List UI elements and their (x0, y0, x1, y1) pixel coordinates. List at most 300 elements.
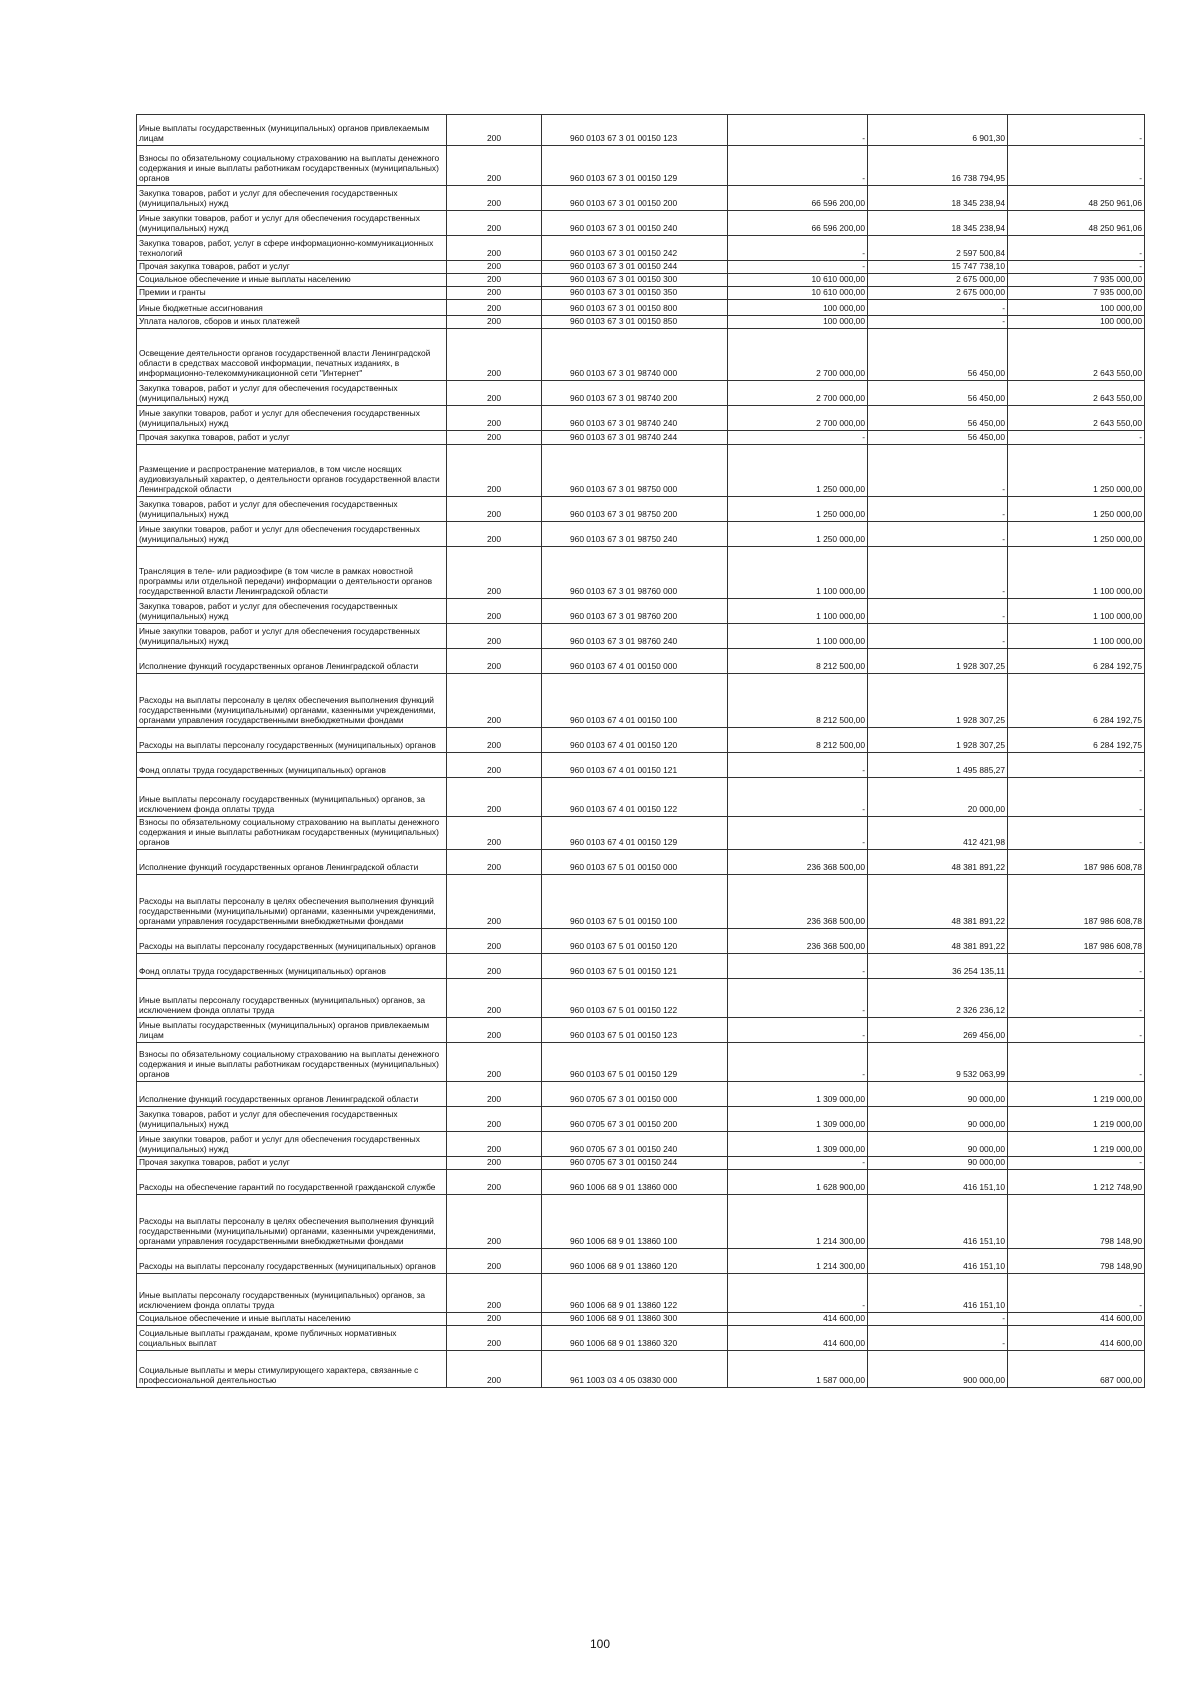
row-line-code: 200 (447, 1156, 542, 1169)
row-executed-amount: 1 928 307,25 (868, 728, 1008, 753)
row-line-code: 200 (447, 674, 542, 728)
row-line-code: 200 (447, 649, 542, 674)
row-line-code: 200 (447, 497, 542, 522)
row-executed-amount: 2 675 000,00 (868, 274, 1008, 287)
row-approved-amount: 10 610 000,00 (728, 274, 868, 287)
row-unexecuted-amount: 1 219 000,00 (1008, 1081, 1145, 1106)
row-approved-amount: - (728, 1273, 868, 1312)
row-name: Иные закупки товаров, работ и услуг для обеспечения государственных (муниципальных) нужд (137, 522, 447, 547)
row-budget-code: 960 0103 67 5 01 00150 120 (542, 928, 728, 953)
row-line-code: 200 (447, 1131, 542, 1156)
row-approved-amount: - (728, 261, 868, 274)
table-row (137, 1350, 1145, 1387)
row-approved-amount: 1 309 000,00 (728, 1131, 868, 1156)
row-budget-code: 960 0103 67 3 01 98750 000 (542, 445, 728, 497)
row-executed-amount: 16 738 794,95 (868, 146, 1008, 186)
row-executed-amount: 36 254 135,11 (868, 953, 1008, 978)
row-unexecuted-amount: - (1008, 115, 1145, 146)
row-approved-amount: 8 212 500,00 (728, 728, 868, 753)
row-approved-amount: - (728, 953, 868, 978)
row-unexecuted-amount: - (1008, 1156, 1145, 1169)
row-unexecuted-amount: 100 000,00 (1008, 316, 1145, 329)
row-name: Закупка товаров, работ и услуг для обеспечения государственных (муниципальных) нужд (137, 599, 447, 624)
row-name: Взносы по обязательному социальному страхованию на выплаты денежного содержания и иные выплаты работникам государственных (муниципальных) органов (137, 1042, 447, 1081)
row-executed-amount: 18 345 238,94 (868, 186, 1008, 211)
table-row (137, 316, 1145, 329)
row-line-code: 200 (447, 728, 542, 753)
row-approved-amount: 66 596 200,00 (728, 211, 868, 236)
row-budget-code: 960 0103 67 3 01 98740 200 (542, 381, 728, 406)
row-executed-amount: 1 495 885,27 (868, 753, 1008, 778)
row-approved-amount: - (728, 146, 868, 186)
row-line-code: 200 (447, 1194, 542, 1248)
table-row (137, 1131, 1145, 1156)
row-executed-amount: 269 456,00 (868, 1017, 1008, 1042)
row-approved-amount: - (728, 236, 868, 261)
row-budget-code: 960 0103 67 3 01 00150 240 (542, 211, 728, 236)
row-executed-amount: 2 597 500,84 (868, 236, 1008, 261)
row-executed-amount: 48 381 891,22 (868, 928, 1008, 953)
row-line-code: 200 (447, 522, 542, 547)
row-line-code: 200 (447, 1350, 542, 1387)
row-line-code: 200 (447, 849, 542, 874)
row-budget-code: 960 0705 67 3 01 00150 244 (542, 1156, 728, 1169)
table-row (137, 674, 1145, 728)
row-executed-amount: 6 901,30 (868, 115, 1008, 146)
row-budget-code: 961 1003 03 4 05 03830 000 (542, 1350, 728, 1387)
row-approved-amount: 66 596 200,00 (728, 186, 868, 211)
row-unexecuted-amount: 187 986 608,78 (1008, 874, 1145, 928)
row-unexecuted-amount: 187 986 608,78 (1008, 928, 1145, 953)
table-row (137, 274, 1145, 287)
row-name: Иные выплаты государственных (муниципальных) органов привлекаемым лицам (137, 115, 447, 146)
table-row (137, 928, 1145, 953)
row-executed-amount: - (868, 445, 1008, 497)
row-executed-amount: 416 151,10 (868, 1194, 1008, 1248)
table-row (137, 728, 1145, 753)
row-line-code: 200 (447, 211, 542, 236)
table-row (137, 599, 1145, 624)
row-approved-amount: - (728, 1017, 868, 1042)
row-line-code: 200 (447, 778, 542, 817)
row-executed-amount: 2 326 236,12 (868, 978, 1008, 1017)
row-approved-amount: 1 309 000,00 (728, 1106, 868, 1131)
row-executed-amount: 412 421,98 (868, 817, 1008, 850)
row-budget-code: 960 0103 67 4 01 00150 121 (542, 753, 728, 778)
row-unexecuted-amount: 6 284 192,75 (1008, 649, 1145, 674)
row-name: Закупка товаров, работ и услуг для обеспечения государственных (муниципальных) нужд (137, 1106, 447, 1131)
row-unexecuted-amount: 1 100 000,00 (1008, 599, 1145, 624)
table-row (137, 1106, 1145, 1131)
row-approved-amount: - (728, 115, 868, 146)
row-line-code: 200 (447, 445, 542, 497)
row-line-code: 200 (447, 406, 542, 431)
row-unexecuted-amount: 48 250 961,06 (1008, 211, 1145, 236)
row-budget-code: 960 0103 67 3 01 98760 200 (542, 599, 728, 624)
table-row (137, 186, 1145, 211)
row-executed-amount: - (868, 300, 1008, 316)
row-line-code: 200 (447, 1325, 542, 1350)
row-approved-amount: 1 214 300,00 (728, 1248, 868, 1273)
row-budget-code: 960 0103 67 3 01 98740 240 (542, 406, 728, 431)
table-row (137, 817, 1145, 850)
row-executed-amount: 48 381 891,22 (868, 874, 1008, 928)
row-unexecuted-amount: 100 000,00 (1008, 300, 1145, 316)
row-executed-amount: 90 000,00 (868, 1081, 1008, 1106)
row-approved-amount: - (728, 431, 868, 445)
row-budget-code: 960 1006 68 9 01 13860 122 (542, 1273, 728, 1312)
row-unexecuted-amount: 2 643 550,00 (1008, 406, 1145, 431)
table-row (137, 649, 1145, 674)
row-unexecuted-amount: 798 148,90 (1008, 1248, 1145, 1273)
row-name: Закупка товаров, работ и услуг для обеспечения государственных (муниципальных) нужд (137, 381, 447, 406)
row-budget-code: 960 0103 67 3 01 98750 240 (542, 522, 728, 547)
row-line-code: 200 (447, 236, 542, 261)
row-budget-code: 960 0103 67 3 01 98740 000 (542, 329, 728, 381)
row-executed-amount: 416 151,10 (868, 1273, 1008, 1312)
row-budget-code: 960 1006 68 9 01 13860 120 (542, 1248, 728, 1273)
table-row (137, 146, 1145, 186)
row-name: Расходы на выплаты персоналу в целях обеспечения выполнения функций государственными (муниципальными) органами, казенными учреждениями, органами управления государственными внебюджетными фондами (137, 874, 447, 928)
row-approved-amount: 10 610 000,00 (728, 287, 868, 300)
row-name: Уплата налогов, сборов и иных платежей (137, 316, 447, 329)
row-line-code: 200 (447, 115, 542, 146)
table-row (137, 874, 1145, 928)
row-budget-code: 960 0705 67 3 01 00150 200 (542, 1106, 728, 1131)
row-name: Социальное обеспечение и иные выплаты населению (137, 274, 447, 287)
row-budget-code: 960 0103 67 3 01 00150 800 (542, 300, 728, 316)
row-line-code: 200 (447, 978, 542, 1017)
row-approved-amount: 1 214 300,00 (728, 1194, 868, 1248)
row-unexecuted-amount: 48 250 961,06 (1008, 186, 1145, 211)
row-unexecuted-amount: 6 284 192,75 (1008, 728, 1145, 753)
row-approved-amount: 1 250 000,00 (728, 445, 868, 497)
row-executed-amount: 90 000,00 (868, 1106, 1008, 1131)
table-row (137, 547, 1145, 599)
row-unexecuted-amount: - (1008, 261, 1145, 274)
row-line-code: 200 (447, 547, 542, 599)
row-line-code: 200 (447, 274, 542, 287)
row-approved-amount: 8 212 500,00 (728, 649, 868, 674)
row-executed-amount: 900 000,00 (868, 1350, 1008, 1387)
table-row (137, 624, 1145, 649)
row-name: Трансляция в теле- или радиоэфире (в том числе в рамках новостной программы или отдельной передачи) информации о деятельности органов государственной власти Ленинградской области (137, 547, 447, 599)
row-budget-code: 960 0705 67 3 01 00150 240 (542, 1131, 728, 1156)
row-approved-amount: 8 212 500,00 (728, 674, 868, 728)
row-budget-code: 960 0103 67 3 01 98760 240 (542, 624, 728, 649)
row-unexecuted-amount: 2 643 550,00 (1008, 329, 1145, 381)
row-executed-amount: 90 000,00 (868, 1156, 1008, 1169)
row-approved-amount: 2 700 000,00 (728, 381, 868, 406)
row-line-code: 200 (447, 1312, 542, 1325)
row-unexecuted-amount: 1 212 748,90 (1008, 1169, 1145, 1194)
row-name: Иные бюджетные ассигнования (137, 300, 447, 316)
row-approved-amount: - (728, 978, 868, 1017)
page-number: 100 (589, 1637, 611, 1651)
row-name: Прочая закупка товаров, работ и услуг (137, 1156, 447, 1169)
table-row (137, 1248, 1145, 1273)
row-budget-code: 960 0103 67 5 01 00150 129 (542, 1042, 728, 1081)
row-approved-amount: 1 628 900,00 (728, 1169, 868, 1194)
row-unexecuted-amount: 1 219 000,00 (1008, 1106, 1145, 1131)
row-unexecuted-amount: - (1008, 431, 1145, 445)
row-budget-code: 960 0103 67 3 01 00150 200 (542, 186, 728, 211)
budget-execution-table (136, 114, 1145, 1388)
row-name: Иные закупки товаров, работ и услуг для обеспечения государственных (муниципальных) нужд (137, 1131, 447, 1156)
row-line-code: 200 (447, 316, 542, 329)
row-name: Прочая закупка товаров, работ и услуг (137, 431, 447, 445)
row-executed-amount: 56 450,00 (868, 406, 1008, 431)
table-row (137, 406, 1145, 431)
row-line-code: 200 (447, 381, 542, 406)
row-budget-code: 960 0103 67 3 01 00150 244 (542, 261, 728, 274)
row-name: Исполнение функций государственных органов Ленинградской области (137, 649, 447, 674)
row-name: Социальное обеспечение и иные выплаты населению (137, 1312, 447, 1325)
row-budget-code: 960 0103 67 5 01 00150 100 (542, 874, 728, 928)
row-unexecuted-amount: 187 986 608,78 (1008, 849, 1145, 874)
row-unexecuted-amount: - (1008, 953, 1145, 978)
row-budget-code: 960 0103 67 4 01 00150 129 (542, 817, 728, 850)
row-unexecuted-amount: 2 643 550,00 (1008, 381, 1145, 406)
row-unexecuted-amount: 414 600,00 (1008, 1325, 1145, 1350)
row-unexecuted-amount: 6 284 192,75 (1008, 674, 1145, 728)
row-executed-amount: - (868, 316, 1008, 329)
table-row (137, 497, 1145, 522)
row-unexecuted-amount: 1 100 000,00 (1008, 624, 1145, 649)
row-name: Расходы на выплаты персоналу в целях обеспечения выполнения функций государственными (муниципальными) органами, казенными учреждениями, органами управления государственными внебюджетными фондами (137, 1194, 447, 1248)
row-executed-amount: 416 151,10 (868, 1248, 1008, 1273)
row-executed-amount: 15 747 738,10 (868, 261, 1008, 274)
row-approved-amount: 1 587 000,00 (728, 1350, 868, 1387)
row-name: Исполнение функций государственных органов Ленинградской области (137, 1081, 447, 1106)
row-line-code: 200 (447, 928, 542, 953)
row-name: Взносы по обязательному социальному страхованию на выплаты денежного содержания и иные выплаты работникам государственных (муниципальных) органов (137, 146, 447, 186)
row-line-code: 200 (447, 1042, 542, 1081)
table-row (137, 236, 1145, 261)
row-approved-amount: 414 600,00 (728, 1325, 868, 1350)
row-executed-amount: 1 928 307,25 (868, 649, 1008, 674)
row-executed-amount: 2 675 000,00 (868, 287, 1008, 300)
row-unexecuted-amount: 7 935 000,00 (1008, 274, 1145, 287)
row-name: Премии и гранты (137, 287, 447, 300)
row-unexecuted-amount: 1 219 000,00 (1008, 1131, 1145, 1156)
row-unexecuted-amount: - (1008, 978, 1145, 1017)
row-name: Расходы на выплаты персоналу в целях обеспечения выполнения функций государственными (муниципальными) органами, казенными учреждениями, органами управления государственными внебюджетными фондами (137, 674, 447, 728)
row-name: Иные выплаты персоналу государственных (муниципальных) органов, за исключением фонда оплаты труда (137, 1273, 447, 1312)
row-unexecuted-amount: 1 250 000,00 (1008, 522, 1145, 547)
row-name: Исполнение функций государственных органов Ленинградской области (137, 849, 447, 874)
row-name: Иные выплаты персоналу государственных (муниципальных) органов, за исключением фонда оплаты труда (137, 978, 447, 1017)
row-budget-code: 960 0103 67 4 01 00150 100 (542, 674, 728, 728)
row-budget-code: 960 1006 68 9 01 13860 100 (542, 1194, 728, 1248)
table-row (137, 849, 1145, 874)
table-row (137, 211, 1145, 236)
row-approved-amount: 236 368 500,00 (728, 928, 868, 953)
row-name: Расходы на обеспечение гарантий по государственной гражданской службе (137, 1169, 447, 1194)
table-row (137, 1042, 1145, 1081)
row-executed-amount: 48 381 891,22 (868, 849, 1008, 874)
row-line-code: 200 (447, 287, 542, 300)
row-name: Фонд оплаты труда государственных (муниципальных) органов (137, 753, 447, 778)
table-row (137, 431, 1145, 445)
row-approved-amount: 236 368 500,00 (728, 849, 868, 874)
row-line-code: 200 (447, 1106, 542, 1131)
row-executed-amount: 1 928 307,25 (868, 674, 1008, 728)
row-budget-code: 960 0103 67 3 01 98750 200 (542, 497, 728, 522)
row-executed-amount: - (868, 547, 1008, 599)
row-executed-amount: - (868, 1312, 1008, 1325)
table-row (137, 445, 1145, 497)
row-approved-amount: 100 000,00 (728, 316, 868, 329)
row-name: Иные выплаты персоналу государственных (муниципальных) органов, за исключением фонда оплаты труда (137, 778, 447, 817)
row-approved-amount: 1 100 000,00 (728, 624, 868, 649)
row-executed-amount: 56 450,00 (868, 329, 1008, 381)
row-budget-code: 960 0103 67 5 01 00150 122 (542, 978, 728, 1017)
row-executed-amount: 56 450,00 (868, 431, 1008, 445)
row-approved-amount: 1 250 000,00 (728, 522, 868, 547)
row-line-code: 200 (447, 186, 542, 211)
row-approved-amount: - (728, 817, 868, 850)
row-line-code: 200 (447, 1273, 542, 1312)
row-unexecuted-amount: - (1008, 1017, 1145, 1042)
row-budget-code: 960 0103 67 3 01 00150 350 (542, 287, 728, 300)
row-name: Расходы на выплаты персоналу государственных (муниципальных) органов (137, 1248, 447, 1273)
row-budget-code: 960 0103 67 3 01 98740 244 (542, 431, 728, 445)
row-budget-code: 960 0103 67 4 01 00150 000 (542, 649, 728, 674)
row-line-code: 200 (447, 817, 542, 850)
row-approved-amount: 2 700 000,00 (728, 406, 868, 431)
row-budget-code: 960 0103 67 4 01 00150 122 (542, 778, 728, 817)
row-line-code: 200 (447, 1017, 542, 1042)
table-row (137, 1194, 1145, 1248)
row-line-code: 200 (447, 753, 542, 778)
row-name: Освещение деятельности органов государственной власти Ленинградской области в средствах массовой информации, печатных изданиях, в информационно-телекоммуникационной сети "Интернет" (137, 329, 447, 381)
row-name: Закупка товаров, работ, услуг в сфере информационно-коммуникационных технологий (137, 236, 447, 261)
row-line-code: 200 (447, 431, 542, 445)
row-executed-amount: 9 532 063,99 (868, 1042, 1008, 1081)
row-budget-code: 960 0103 67 3 01 00150 850 (542, 316, 728, 329)
table-row (137, 1312, 1145, 1325)
row-approved-amount: 1 100 000,00 (728, 547, 868, 599)
row-name: Социальные выплаты и меры стимулирующего характера, связанные с профессиональной деятельностью (137, 1350, 447, 1387)
row-budget-code: 960 0103 67 5 01 00150 123 (542, 1017, 728, 1042)
row-executed-amount: 20 000,00 (868, 778, 1008, 817)
row-line-code: 200 (447, 329, 542, 381)
row-executed-amount: - (868, 624, 1008, 649)
row-unexecuted-amount: - (1008, 1273, 1145, 1312)
row-name: Размещение и распространение материалов, в том числе носящих аудиовизуальный характер, о деятельности органов государственной власти Ленинградской области (137, 445, 447, 497)
row-approved-amount: 236 368 500,00 (728, 874, 868, 928)
row-unexecuted-amount: 7 935 000,00 (1008, 287, 1145, 300)
table-row (137, 287, 1145, 300)
row-name: Прочая закупка товаров, работ и услуг (137, 261, 447, 274)
row-name: Взносы по обязательному социальному страхованию на выплаты денежного содержания и иные выплаты работникам государственных (муниципальных) органов (137, 817, 447, 850)
table-body (137, 115, 1145, 1388)
table-row (137, 1325, 1145, 1350)
row-unexecuted-amount: - (1008, 817, 1145, 850)
row-name: Социальные выплаты гражданам, кроме публичных нормативных социальных выплат (137, 1325, 447, 1350)
table-row (137, 778, 1145, 817)
row-unexecuted-amount: 1 250 000,00 (1008, 445, 1145, 497)
row-approved-amount: 2 700 000,00 (728, 329, 868, 381)
row-executed-amount: - (868, 1325, 1008, 1350)
row-budget-code: 960 0103 67 3 01 00150 123 (542, 115, 728, 146)
row-name: Иные закупки товаров, работ и услуг для обеспечения государственных (муниципальных) нужд (137, 406, 447, 431)
row-line-code: 200 (447, 953, 542, 978)
table-row (137, 115, 1145, 146)
row-approved-amount: 1 309 000,00 (728, 1081, 868, 1106)
row-executed-amount: - (868, 497, 1008, 522)
table-row (137, 300, 1145, 316)
row-budget-code: 960 0705 67 3 01 00150 000 (542, 1081, 728, 1106)
table-row (137, 522, 1145, 547)
row-approved-amount: 414 600,00 (728, 1312, 868, 1325)
row-line-code: 200 (447, 261, 542, 274)
table-row (137, 329, 1145, 381)
row-name: Иные закупки товаров, работ и услуг для обеспечения государственных (муниципальных) нужд (137, 624, 447, 649)
row-approved-amount: 1 250 000,00 (728, 497, 868, 522)
row-executed-amount: 18 345 238,94 (868, 211, 1008, 236)
row-budget-code: 960 0103 67 3 01 00150 300 (542, 274, 728, 287)
row-executed-amount: 90 000,00 (868, 1131, 1008, 1156)
row-unexecuted-amount: - (1008, 146, 1145, 186)
row-name: Иные закупки товаров, работ и услуг для обеспечения государственных (муниципальных) нужд (137, 211, 447, 236)
row-unexecuted-amount: - (1008, 236, 1145, 261)
table-row (137, 753, 1145, 778)
table-row (137, 953, 1145, 978)
row-budget-code: 960 0103 67 5 01 00150 000 (542, 849, 728, 874)
table-row (137, 261, 1145, 274)
row-name: Закупка товаров, работ и услуг для обеспечения государственных (муниципальных) нужд (137, 497, 447, 522)
row-approved-amount: - (728, 1156, 868, 1169)
budget-table-sheet (136, 114, 1144, 1388)
row-unexecuted-amount: - (1008, 1042, 1145, 1081)
row-name: Фонд оплаты труда государственных (муниципальных) органов (137, 953, 447, 978)
row-unexecuted-amount: 798 148,90 (1008, 1194, 1145, 1248)
row-unexecuted-amount: 1 250 000,00 (1008, 497, 1145, 522)
row-approved-amount: - (728, 1042, 868, 1081)
row-unexecuted-amount: - (1008, 753, 1145, 778)
row-budget-code: 960 0103 67 3 01 00150 242 (542, 236, 728, 261)
row-line-code: 200 (447, 1081, 542, 1106)
row-name: Иные выплаты государственных (муниципальных) органов привлекаемым лицам (137, 1017, 447, 1042)
table-row (137, 978, 1145, 1017)
table-row (137, 1273, 1145, 1312)
row-budget-code: 960 0103 67 5 01 00150 121 (542, 953, 728, 978)
row-unexecuted-amount: - (1008, 778, 1145, 817)
table-row (137, 381, 1145, 406)
table-row (137, 1081, 1145, 1106)
row-approved-amount: 1 100 000,00 (728, 599, 868, 624)
row-budget-code: 960 0103 67 3 01 98760 000 (542, 547, 728, 599)
row-name: Закупка товаров, работ и услуг для обеспечения государственных (муниципальных) нужд (137, 186, 447, 211)
row-budget-code: 960 1006 68 9 01 13860 300 (542, 1312, 728, 1325)
row-line-code: 200 (447, 300, 542, 316)
row-budget-code: 960 0103 67 4 01 00150 120 (542, 728, 728, 753)
row-approved-amount: 100 000,00 (728, 300, 868, 316)
row-line-code: 200 (447, 146, 542, 186)
row-budget-code: 960 1006 68 9 01 13860 000 (542, 1169, 728, 1194)
row-line-code: 200 (447, 1169, 542, 1194)
row-approved-amount: - (728, 753, 868, 778)
row-executed-amount: - (868, 522, 1008, 547)
row-budget-code: 960 0103 67 3 01 00150 129 (542, 146, 728, 186)
row-budget-code: 960 1006 68 9 01 13860 320 (542, 1325, 728, 1350)
row-approved-amount: - (728, 778, 868, 817)
row-line-code: 200 (447, 1248, 542, 1273)
row-executed-amount: 416 151,10 (868, 1169, 1008, 1194)
table-row (137, 1017, 1145, 1042)
